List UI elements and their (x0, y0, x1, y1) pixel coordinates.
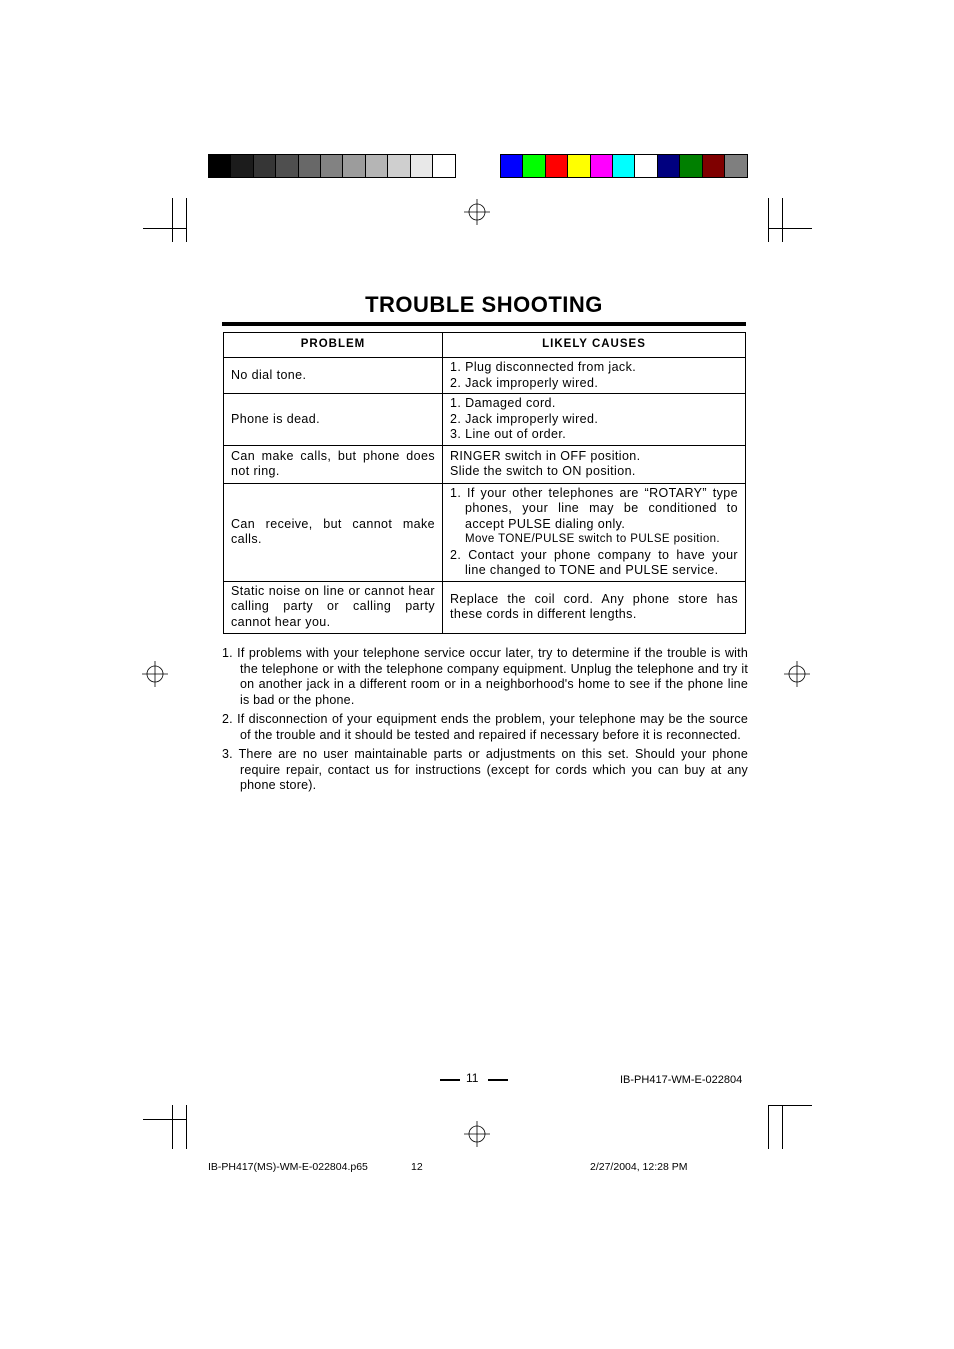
page-number-dash (440, 1079, 460, 1081)
table-header-row (224, 333, 746, 358)
cause-line: 2. Jack improperly wired. (450, 375, 599, 390)
crop-mark (143, 228, 187, 229)
registration-mark-icon (142, 661, 168, 687)
cause-line: Move TONE/PULSE switch to PULSE position. (465, 533, 721, 545)
list-item: 2. If disconnection of your equipment ends the problem, your telephone may be the source of the trouble and it should be tested and repaired if necessary before it is reconnected. (222, 712, 748, 742)
cause-line: Replace the coil cord. Any phone store has these cords in different lengths. (450, 591, 738, 621)
crop-mark (782, 1105, 783, 1149)
crop-mark (768, 228, 812, 229)
problem-cell: No dial tone. (224, 358, 443, 394)
color-swatch (635, 155, 657, 177)
problem-column-header: PROBLEM (224, 333, 443, 358)
crop-mark (768, 198, 769, 242)
causes-column-header: LIKELY CAUSES (443, 333, 746, 358)
cause-line: 1. If your other telephones are “ROTARY” type phones, your line may be conditioned to accept PULSE dialing only. (450, 485, 738, 531)
color-swatch (209, 155, 231, 177)
registration-mark-icon (464, 1121, 490, 1147)
color-swatch (299, 155, 321, 177)
color-swatch (276, 155, 298, 177)
color-swatch (366, 155, 388, 177)
color-swatch (411, 155, 433, 177)
problem-cell: Phone is dead. (224, 394, 443, 446)
table-row (224, 394, 746, 446)
color-swatch (433, 155, 455, 177)
notes-list (222, 646, 748, 798)
color-swatch (343, 155, 365, 177)
color-swatch (613, 155, 635, 177)
document-code: IB-PH417-WM-E-022804 (620, 1074, 743, 1086)
list-item: 3. There are no user maintainable parts or adjustments on this set. Should your phone require repair, contact us for instructions (except for cords which you can buy at any phone store). (222, 747, 748, 792)
timestamp: 2/27/2004, 12:28 PM (590, 1161, 688, 1173)
cause-line: 1. Plug disconnected from jack. (450, 360, 637, 374)
table-row (224, 358, 746, 394)
crop-mark (782, 198, 783, 242)
problem-cell: Can receive, but cannot make calls. (224, 483, 443, 581)
cause-line: 1. Damaged cord. (450, 396, 556, 410)
cause-line: 3. Line out of order. (450, 427, 567, 441)
color-swatch (658, 155, 680, 177)
color-swatch (568, 155, 590, 177)
title-rule (222, 322, 746, 326)
causes-cell (443, 445, 746, 483)
cause-line: 2. Jack improperly wired. (450, 411, 599, 426)
page-title: TROUBLE SHOOTING (365, 292, 603, 317)
table-row (224, 483, 746, 581)
crop-mark (768, 1105, 769, 1149)
crop-mark (186, 198, 187, 242)
sheet-number: 12 (411, 1161, 423, 1173)
trouble-shooting-table (223, 332, 746, 634)
problem-cell: Static noise on line or cannot hear calling party or calling party cannot hear you. (224, 581, 443, 633)
page-number: 11 (466, 1071, 479, 1085)
causes-cell (443, 358, 746, 394)
color-swatch (725, 155, 747, 177)
color-swatch (231, 155, 253, 177)
list-item: 1. If problems with your telephone service occur later, try to determine if the trouble is with the telephone or with the telephone company equipment. Unplug the telephone and try it on another jack in a different room or in a neighborhood's home to see if the phone line is bad or the phone. (222, 646, 748, 707)
color-swatch (703, 155, 725, 177)
table-row (224, 445, 746, 483)
color-swatch (546, 155, 568, 177)
color-swatch (501, 155, 523, 177)
color-swatch (388, 155, 410, 177)
registration-mark-icon (464, 199, 490, 225)
causes-cell (443, 581, 746, 633)
cause-line: Slide the switch to ON position. (450, 464, 636, 478)
color-swatch (254, 155, 276, 177)
file-name: IB-PH417(MS)-WM-E-022804.p65 (208, 1161, 368, 1173)
grayscale-calibration-bar (208, 154, 456, 178)
causes-cell (443, 483, 746, 581)
crop-mark (143, 1119, 187, 1120)
color-swatch (680, 155, 702, 177)
cause-line: 2. Contact your phone company to have your line changed to TONE and PULSE service. (450, 547, 738, 577)
registration-mark-icon (784, 661, 810, 687)
table-row (224, 581, 746, 633)
crop-mark (172, 198, 173, 242)
crop-mark (186, 1105, 187, 1149)
color-swatch (321, 155, 343, 177)
page-number-dash (488, 1079, 508, 1081)
cause-line: RINGER switch in OFF position. (450, 448, 641, 463)
crop-mark (768, 1105, 812, 1106)
color-swatch (591, 155, 613, 177)
problem-cell: Can make calls, but phone does not ring. (224, 445, 443, 483)
color-swatch (523, 155, 545, 177)
color-calibration-bar (500, 154, 748, 178)
crop-mark (172, 1105, 173, 1149)
causes-cell (443, 394, 746, 446)
